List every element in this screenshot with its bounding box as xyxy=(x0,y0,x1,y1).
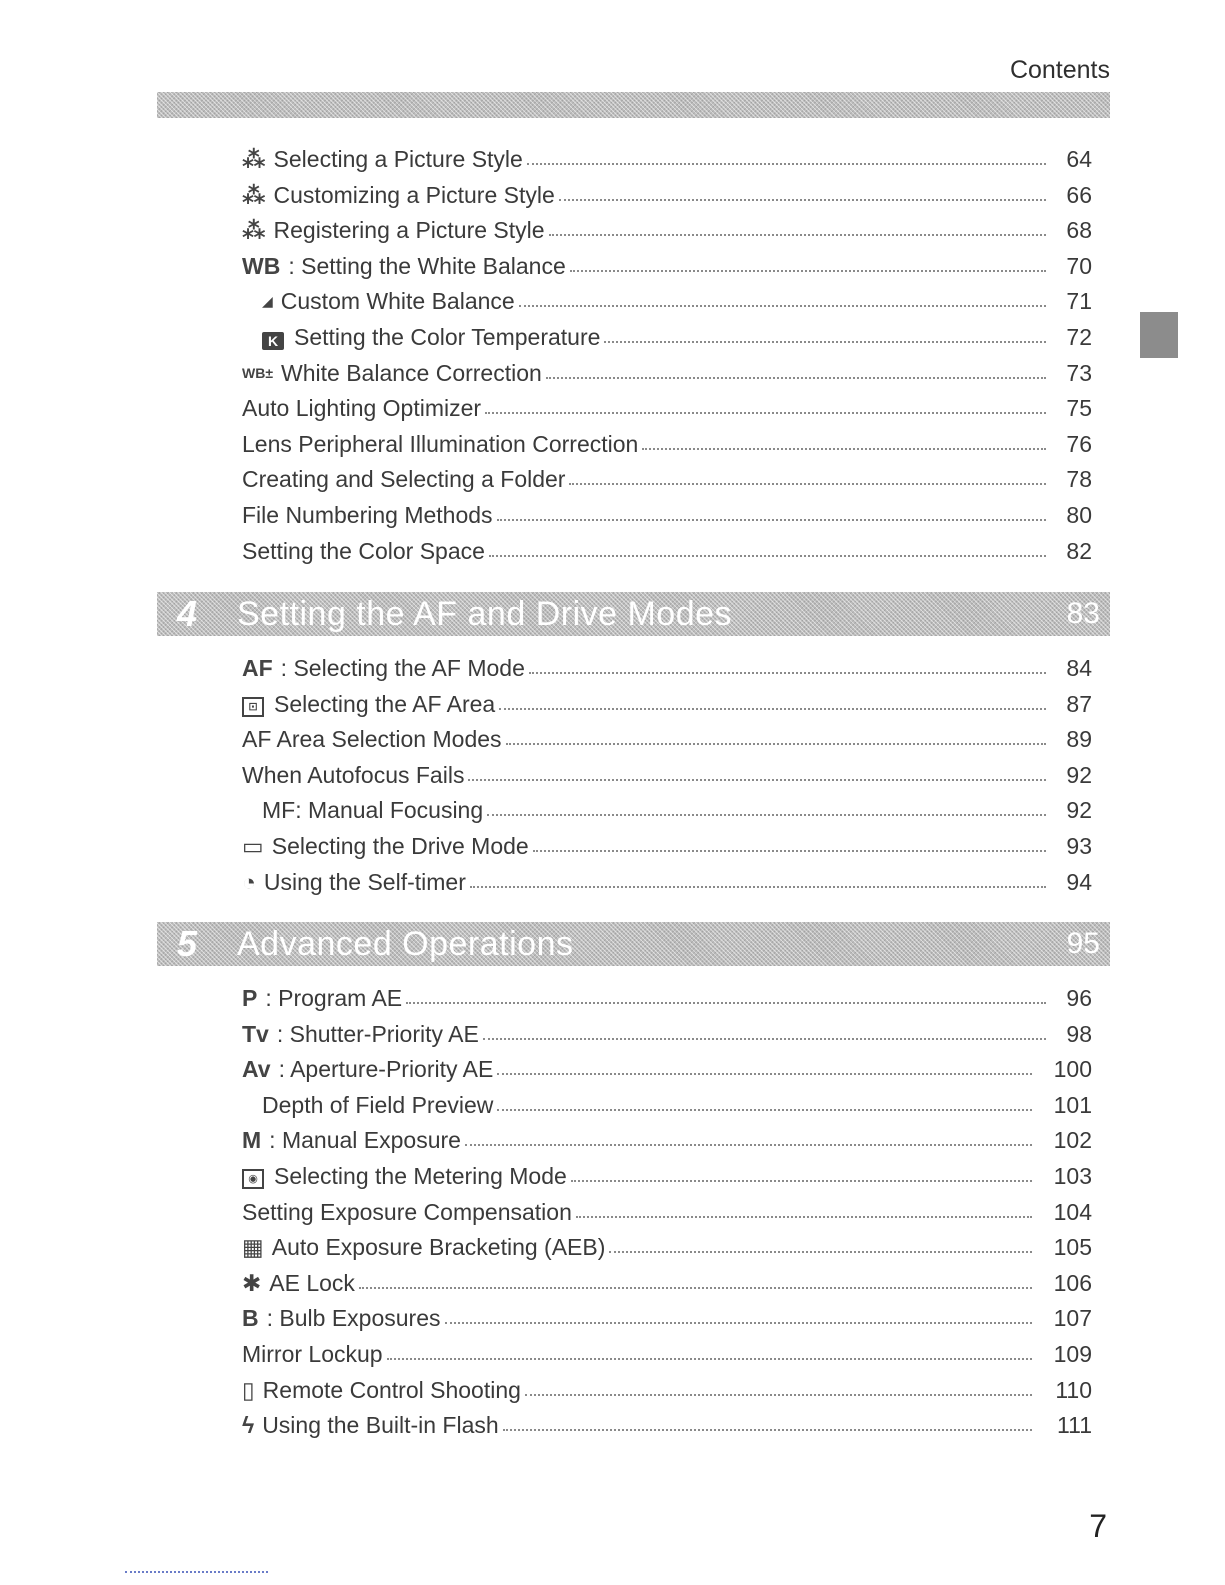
toc-entry-title: Using the Built-in Flash xyxy=(262,1412,499,1439)
toc-entry-page: 92 xyxy=(1066,797,1092,824)
dot-leader xyxy=(533,850,1046,852)
toc-entry-page: 93 xyxy=(1066,833,1092,859)
toc-entry-title: Creating and Selecting a Folder xyxy=(242,466,566,493)
dot-leader xyxy=(359,1287,1032,1289)
toc-entry-title: Setting the Color Space xyxy=(242,537,485,564)
toc-entry[interactable] xyxy=(0,1082,1225,1118)
dot-leader xyxy=(609,1251,1032,1253)
toc-entry-page: 110 xyxy=(1055,1376,1092,1403)
dot-leader xyxy=(387,1358,1032,1360)
toc-entry-page: 82 xyxy=(1066,537,1092,564)
chapter-title: Advanced Operations xyxy=(237,924,574,963)
toc-entry[interactable] xyxy=(0,1331,1225,1367)
toc-entry-title: Lens Peripheral Illumination Correction xyxy=(242,430,639,457)
dot-leader xyxy=(519,305,1046,307)
toc-entry-title: Using the Self-timer xyxy=(263,868,466,895)
toc-entry-page: 71 xyxy=(1066,288,1092,315)
tv-icon: Tv xyxy=(242,1020,269,1047)
chapter-page: 95 xyxy=(1066,927,1100,960)
dot-leader xyxy=(570,270,1046,272)
flash-icon: ϟ xyxy=(242,1412,255,1439)
toc-entry[interactable] xyxy=(0,787,1225,823)
toc-entry[interactable] xyxy=(0,716,1225,752)
toc-entry-title: Selecting the Metering Mode xyxy=(274,1163,567,1189)
toc-entry-page: 98 xyxy=(1066,1020,1092,1047)
toc-entry-title: : Selecting the AF Mode xyxy=(280,655,525,681)
toc-entry-title: MF: Manual Focusing xyxy=(262,797,484,824)
toc-entry-title: Auto Lighting Optimizer xyxy=(242,395,482,422)
self-timer-icon: ◔ xyxy=(242,868,256,895)
toc-entry-page: 102 xyxy=(1053,1127,1092,1154)
kelvin-icon: K xyxy=(262,332,284,350)
toc-entry-title: Setting Exposure Compensation xyxy=(242,1198,572,1225)
dot-leader xyxy=(559,199,1046,201)
toc-entry-title: : Shutter-Priority AE xyxy=(276,1020,479,1047)
toc-entry-page: 103 xyxy=(1053,1163,1092,1189)
toc-entry[interactable] xyxy=(0,1367,1225,1403)
toc-entry-page: 100 xyxy=(1053,1056,1092,1083)
picture-style-icon: ⁂ xyxy=(242,146,266,172)
toc-entry-page: 87 xyxy=(1066,690,1092,717)
dot-leader xyxy=(576,1216,1032,1218)
dot-leader xyxy=(525,1394,1032,1396)
toc-entry-title: Registering a Picture Style xyxy=(273,217,545,244)
toc-entry[interactable] xyxy=(0,207,1225,243)
af-area-icon: ⊡ xyxy=(242,697,264,717)
toc-entry-page: 109 xyxy=(1053,1341,1092,1367)
toc-entry-page: 75 xyxy=(1066,395,1092,422)
toc-entry[interactable] xyxy=(0,859,1225,895)
toc-entry[interactable] xyxy=(0,421,1225,457)
toc-entry[interactable] xyxy=(0,243,1225,279)
toc-entry[interactable] xyxy=(0,136,1225,172)
toc-entry[interactable] xyxy=(0,823,1225,859)
av-icon: Av xyxy=(242,1056,271,1083)
dot-leader xyxy=(529,672,1046,674)
page-number: 7 xyxy=(1089,1508,1107,1544)
toc-entry[interactable] xyxy=(0,681,1225,717)
dot-leader xyxy=(497,1109,1032,1111)
toc-entry-page: 70 xyxy=(1066,252,1092,279)
toc-entry[interactable] xyxy=(0,752,1225,788)
toc-entry-page: 92 xyxy=(1066,761,1092,788)
toc-entry[interactable] xyxy=(0,1402,1225,1438)
chapter-banner-5[interactable] xyxy=(157,922,1110,966)
toc-entry[interactable] xyxy=(0,492,1225,528)
toc-entry[interactable] xyxy=(0,1011,1225,1047)
dot-leader xyxy=(470,886,1046,888)
toc-entry[interactable] xyxy=(0,314,1225,350)
toc-entry[interactable] xyxy=(0,350,1225,386)
dot-leader xyxy=(485,412,1046,414)
custom-wb-icon: ◢ xyxy=(262,293,273,310)
remote-icon: ▯ xyxy=(242,1376,255,1403)
dot-leader xyxy=(569,483,1046,485)
toc-entry-title: : Bulb Exposures xyxy=(266,1305,441,1332)
toc-entry-title: Custom White Balance xyxy=(280,288,515,315)
running-header: Contents xyxy=(1009,56,1110,84)
toc-entry-page: 106 xyxy=(1053,1269,1092,1296)
toc-entry[interactable] xyxy=(0,1046,1225,1082)
metering-icon: ◉ xyxy=(242,1169,264,1189)
bottom-rule xyxy=(125,1571,268,1573)
dot-leader xyxy=(465,1144,1032,1146)
chapter-page: 83 xyxy=(1066,597,1100,630)
toc-entry-title: Selecting the Drive Mode xyxy=(271,833,529,859)
toc-entry-page: 66 xyxy=(1066,181,1092,208)
toc-entry-page: 72 xyxy=(1066,324,1092,350)
chapter-title: Setting the AF and Drive Modes xyxy=(237,594,733,633)
toc-entry-page: 76 xyxy=(1066,430,1092,457)
drive-mode-icon: ▭ xyxy=(242,833,264,859)
toc-entry-page: 104 xyxy=(1053,1198,1092,1225)
bulb-icon: B xyxy=(242,1305,259,1332)
toc-entry[interactable] xyxy=(0,172,1225,208)
dot-leader xyxy=(527,163,1046,165)
dot-leader xyxy=(489,555,1046,557)
toc-entry[interactable] xyxy=(0,456,1225,492)
toc-entry[interactable] xyxy=(0,385,1225,421)
toc-entry-title: When Autofocus Fails xyxy=(242,761,465,788)
toc-entry-title: File Numbering Methods xyxy=(242,502,493,528)
toc-entry-title: Setting the Color Temperature xyxy=(294,324,601,350)
dot-leader xyxy=(604,341,1046,343)
toc-entry-title: : Manual Exposure xyxy=(269,1127,461,1154)
toc-entry[interactable] xyxy=(0,1117,1225,1153)
chapter-banner-4[interactable] xyxy=(157,592,1110,636)
header-band xyxy=(157,92,1110,118)
dot-leader xyxy=(468,779,1046,781)
chapter-number: 5 xyxy=(176,923,198,964)
toc-entry-title: Customizing a Picture Style xyxy=(273,181,555,208)
toc-entry-page: 111 xyxy=(1057,1412,1092,1439)
manual-icon: M xyxy=(242,1127,262,1154)
toc-entry-title: : Aperture-Priority AE xyxy=(278,1056,494,1083)
toc-entry[interactable] xyxy=(0,975,1225,1011)
wb-icon: WB xyxy=(242,252,281,279)
toc-entry-title: : Setting the White Balance xyxy=(288,252,566,279)
toc-entry-page: 84 xyxy=(1066,655,1092,681)
toc-entry-title: Selecting the AF Area xyxy=(274,690,496,717)
picture-style-icon: ⁂ xyxy=(242,217,266,244)
dot-leader xyxy=(506,743,1046,745)
dot-leader xyxy=(642,448,1046,450)
toc-entry[interactable] xyxy=(0,1224,1225,1260)
toc-entry-page: 78 xyxy=(1066,466,1092,493)
toc-entry-page: 105 xyxy=(1053,1234,1092,1261)
picture-style-icon: ⁂ xyxy=(242,181,266,208)
dot-leader xyxy=(406,1002,1046,1004)
ae-lock-icon: ✱ xyxy=(242,1269,262,1296)
dot-leader xyxy=(571,1180,1032,1182)
toc-entry-title: Mirror Lockup xyxy=(242,1341,383,1367)
toc-entry[interactable] xyxy=(0,278,1225,314)
dot-leader xyxy=(499,708,1046,710)
toc-entry[interactable] xyxy=(0,1295,1225,1331)
program-icon: P xyxy=(242,985,258,1011)
af-icon: AF xyxy=(242,655,273,681)
toc-entry[interactable] xyxy=(0,1153,1225,1189)
toc-entry-page: 64 xyxy=(1066,146,1092,172)
toc-entry-title: Remote Control Shooting xyxy=(262,1376,521,1403)
aeb-icon: ▦ xyxy=(242,1234,264,1261)
toc-entry-page: 94 xyxy=(1066,868,1092,895)
toc-entry-title: Auto Exposure Bracketing (AEB) xyxy=(271,1234,606,1261)
toc-entry[interactable] xyxy=(0,1189,1225,1225)
toc-entry-page: 107 xyxy=(1053,1305,1092,1332)
dot-leader xyxy=(503,1429,1032,1431)
toc-entry[interactable] xyxy=(0,1260,1225,1296)
toc-entry-title: : Program AE xyxy=(265,985,403,1011)
toc-entry-page: 68 xyxy=(1066,217,1092,244)
toc-entry-page: 73 xyxy=(1066,359,1092,386)
dot-leader xyxy=(549,234,1046,236)
toc-entry-title: Selecting a Picture Style xyxy=(273,146,523,172)
toc-entry-page: 96 xyxy=(1066,985,1092,1011)
dot-leader xyxy=(445,1322,1033,1324)
toc-entry-page: 80 xyxy=(1066,502,1092,528)
dot-leader xyxy=(497,1073,1032,1075)
toc-entry-title: White Balance Correction xyxy=(281,359,542,386)
toc-entry-page: 101 xyxy=(1053,1091,1092,1118)
dot-leader xyxy=(497,519,1046,521)
toc-entry-title: Depth of Field Preview xyxy=(262,1091,494,1118)
toc-entry[interactable] xyxy=(0,645,1225,681)
toc-entry[interactable] xyxy=(0,528,1225,564)
toc-entry-page: 89 xyxy=(1066,726,1092,753)
toc-entry-title: AF Area Selection Modes xyxy=(242,726,502,753)
dot-leader xyxy=(546,377,1046,379)
toc-entry-title: AE Lock xyxy=(269,1269,355,1296)
dot-leader xyxy=(483,1038,1046,1040)
dot-leader xyxy=(487,814,1046,816)
chapter-number: 4 xyxy=(176,593,198,634)
wb-correction-icon: WB± xyxy=(242,364,274,381)
